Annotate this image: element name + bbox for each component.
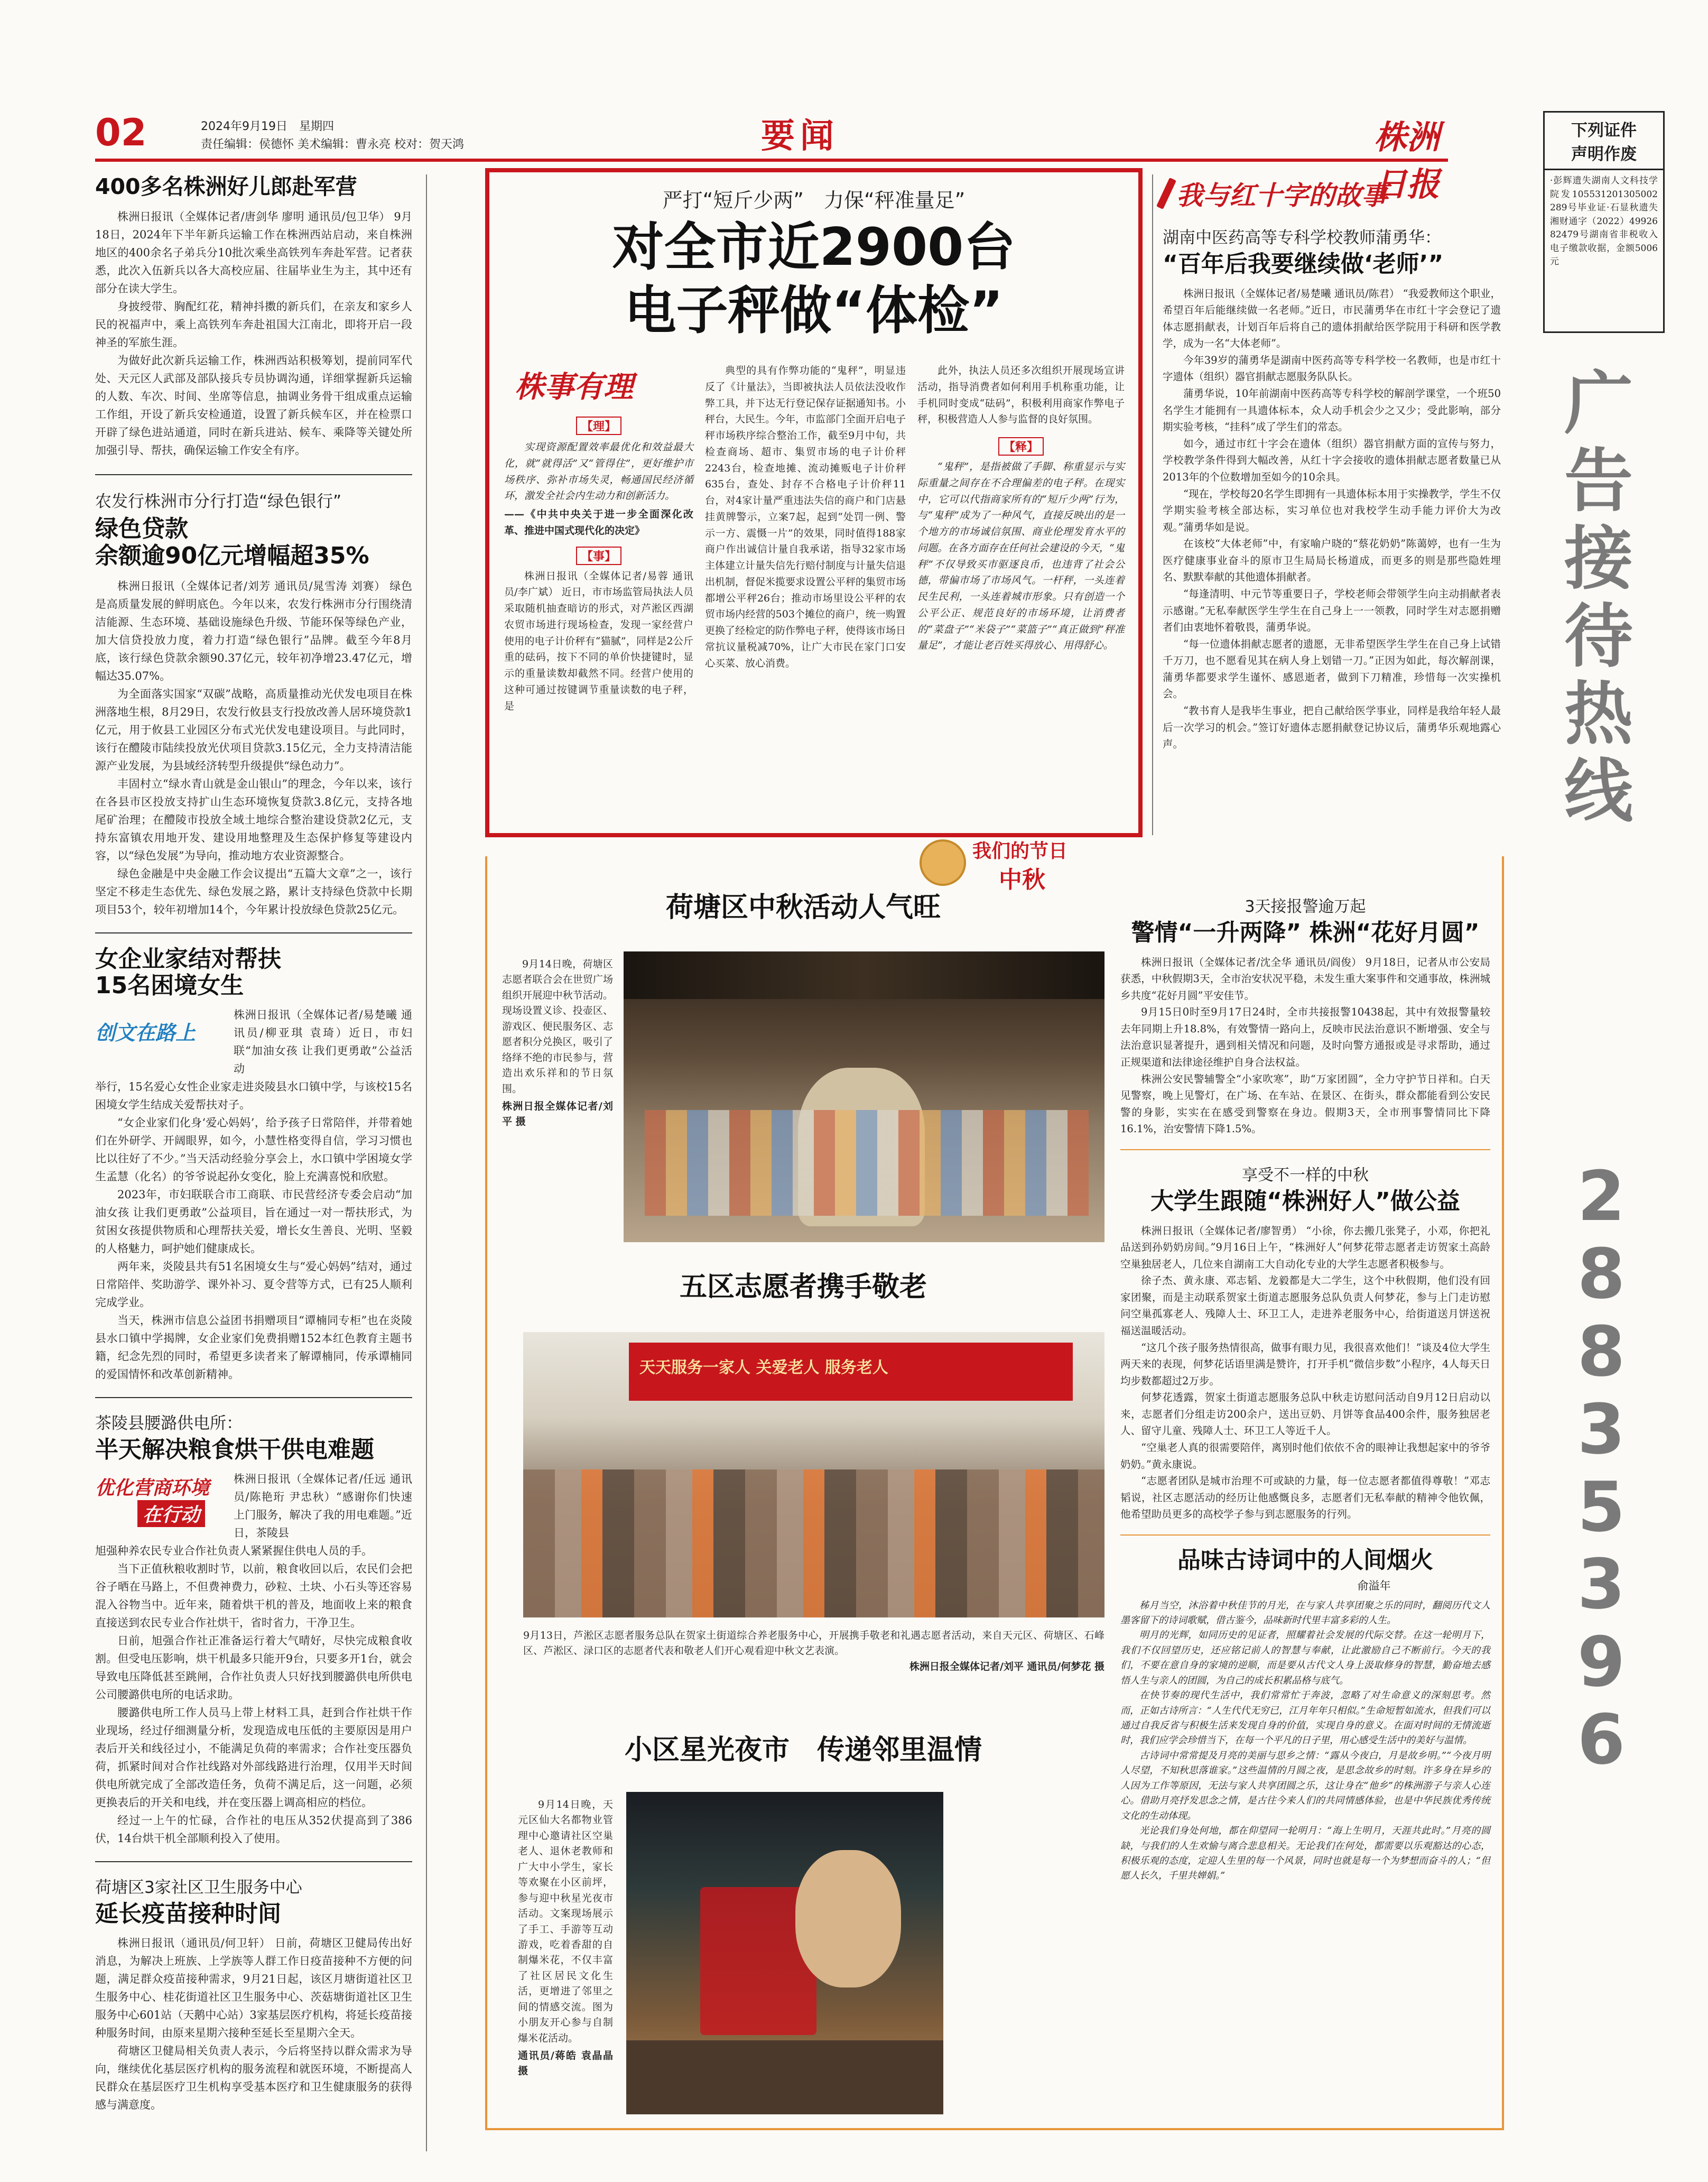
paragraph: 当天，株洲市信息公益团书捐赠项目“谭楠同专柜”也在炎陵县水口镇中学揭牌，女企业家们免费捐赠152本红色教育主题书籍，纪念先烈的同时，希望更多读者来了解谭楠同，传承谭楠同的爱国情怀和改革创新精神。 bbox=[95, 1314, 412, 1381]
divider bbox=[1120, 1534, 1490, 1536]
redcross-logo bbox=[1163, 174, 1501, 212]
festival-header bbox=[920, 829, 1099, 892]
paragraph: “每逢清明、中元节等重要日子，学校老师会带领学生向主动捐献者表示感谢。”无私奉献医学生学生在自己身上一一领教，同时学生对志愿捐赠者们由衷地怀着敬畏，蒲勇华说。 bbox=[1163, 588, 1501, 634]
photo-credit: 株洲日报全媒体记者/刘平 摄 bbox=[502, 1100, 613, 1128]
paragraph: 腰潞供电所工作人员马上带上材料工具，赶到合作社烘干作业现场，经过仔细测量分析，发现造成电压低的主要原因是用户表后开关和线径过小，不能满足负荷的率需求；合作社变压器负荷，抓紧时间对合作社线路对外部线路进行治理，仅用半天时间供电所就完成了全部改造任务，负荷不满足后，这一问题，必须更换表后的开关和电线，并在变压器上调高相应的档位。 bbox=[95, 1706, 412, 1809]
photo-credit: 株洲日报全媒体记者/刘平 通讯员/何梦花 摄 bbox=[909, 1660, 1104, 1672]
article-body bbox=[95, 1542, 412, 1847]
paragraph: “现在，学校每20名学生即拥有一具遗体标本用于实操教学，学生不仅学期实验考核全部达标，实习单位也对我校学生动手能力评价大为改观。”蒲勇华如是说。 bbox=[1163, 487, 1501, 533]
photo-story-1-caption bbox=[502, 957, 613, 1130]
caption-text: 9月13日，芦淞区志愿者服务总队在贺家土街道综合养老服务中心，开展携手敬老和礼遇志愿者活动，来自天元区、荷塘区、石峰区、芦淞区、渌口区的志愿者代表和敬老人们开心观看迎中秋文艺表演。 bbox=[523, 1630, 1104, 1657]
paragraph: 丰固村立“绿水青山就是金山银山”的理念，今年以来，该行在各县市区投放支持扩山生态环境恢复贷款3.8亿元，支持各地尾矿治理；在醴陵市投放全域土地综合整治建设贷款2亿元，支持东富镇农用地开发、建设用地整理及生态保护修复等建设内容，以“绿色发展”为导向，推动地方农业资源整合。 bbox=[95, 777, 412, 862]
paragraph: 如今，通过市红十字会在遗体（组织）器官捐献方面的宣传与努力，学校教学条件得到大幅改善，从红十字会接收的遗体捐献志愿者数量已从2013年的个位数增加至如今的10余具。 bbox=[1163, 437, 1501, 483]
notice-header bbox=[1545, 113, 1663, 170]
headline: 大学生跟随“株洲好人”做公益 bbox=[1150, 1187, 1460, 1215]
reason-tag: 【理】 bbox=[576, 417, 621, 435]
photo-night-market bbox=[626, 1792, 943, 2114]
article-body bbox=[1163, 285, 1501, 753]
caption-text: 9月14日晚，天元区仙大名都物业管理中心邀请社区空巢老人、退休老教师和广大中小学生，家长等欢聚在小区前坪，参与迎中秋星光夜市活动。文案现场展示了手工、手游等互动游戏，吃着香甜的自制爆米花，不仅丰富了社区居民文化生活，更增进了邻里之间的情感交流。图为小朋友开心参与自制爆米花活动。 bbox=[518, 1799, 613, 2044]
reason-source: ——《中共中央关于进一步全面深化改革、推进中国式现代化的决定》 bbox=[504, 508, 693, 537]
byline: 株洲日报讯（全媒体记者/易楚曦 通讯员/柳亚琪 袁琦）近日，市妇联“加油女孩 让我们更勇敢”公益活动 bbox=[234, 1009, 412, 1076]
logo-line-2: 在行动 bbox=[137, 1500, 205, 1527]
divider bbox=[95, 1397, 412, 1398]
photo-story-2-caption bbox=[523, 1628, 1104, 1675]
notice-body: ·彭辉遗失湖南人文科技学院发105531201305002289号毕业证·石显秋遗失湘财通字（2022）4992682479号湖南省非税收入电子缴款收据，金额5006元 bbox=[1550, 175, 1658, 267]
lead-col-3-text: 此外，执法人员还多次组织开展现场宣讲活动，指导消费者如何利用手机称重功能，让手机同时变成“砝码”，积极利用商家作弊电子秤，积极营造人人参与监督的良好氛围。 bbox=[917, 365, 1125, 426]
article-body bbox=[95, 208, 412, 459]
caption-text: 9月14日晚，荷塘区志愿者联合会在世贸广场组织开展迎中秋节活动。现场设置义诊、投壶区、游戏区、便民服务区、志愿者积分兑换区，吸引了络绎不绝的市民参与，营造出欢乐祥和的节日氛围。 bbox=[502, 958, 613, 1095]
fact-text: 株洲日报讯（全媒体记者/易蓉 通讯员/李广斌） 近日，市市场监管局执法人员采取随机抽查暗访的形式，对芦淞区西湖农贸市场进行现场检查，发现一家经营户使用的电子计价秤有“猫腻”，同样是2公斤重的砝码，按下不同的单价快捷键时，显示的重量读数却截然不同。经营户使用的这种可通过按键调节重量读数的电子秤，是 bbox=[504, 570, 693, 712]
editors-line: 责任编辑：侯德怀 美术编辑：曹永亮 校对：贺天鸿 bbox=[201, 138, 464, 151]
ad-hotline-label: 广告接待热线 bbox=[1564, 363, 1633, 832]
paragraph: 何梦花透露，贺家土街道志愿服务总队中秋走访慰问活动自9月12日启动以来，志愿者们分组走访200余户，送出豆奶、月饼等食品400余件，服务独居老人、留守儿童、残障人士、环卫工人等近千人。 bbox=[1120, 1391, 1490, 1437]
paragraph: 株洲日报讯（全媒体记者/刘芳 通讯员/晁雪涛 刘赛） 绿色是高质量发展的鲜明底色。今年以来，农发行株洲市分行围绕清洁能源、生态环境、基础设施绿色升级、节能环保等绿色产业，加大信贷投放力度，着力打造“绿色银行”品牌。截至今年8月底，该行绿色贷款余额90.37亿元，较年初净增23.47亿元，增幅达35.07%。 bbox=[95, 579, 412, 682]
column-rule bbox=[1152, 174, 1153, 835]
paragraph: “志愿者团队是城市治理不可或缺的力量，每一位志愿者都值得尊敬！”邓志韬说，社区志愿活动的经历让他感慨良多，志愿者们无私奉献的精神令他钦佩，他希望助员更多的高校学子参与到志愿服务的行列。 bbox=[1120, 1475, 1490, 1521]
paragraph: 两年来，炎陵县共有51名困境女生与“爱心妈妈”结对，通过日常陪伴、奖助游学、课外补习、夏令营等方式，已有25人顺利完成学业。 bbox=[95, 1260, 412, 1309]
paragraph: 身披绶带、胸配红花，精神抖擞的新兵们，在亲友和家乡人民的祝福声中，乘上高铁列车奔赴祖国大江南北，即将开启一段神圣的军旅生涯。 bbox=[95, 300, 412, 349]
divider bbox=[95, 474, 412, 475]
festival-line-2: 中秋 bbox=[999, 866, 1045, 893]
article-recruits bbox=[95, 174, 412, 459]
headline-line-1: 绿色贷款 bbox=[95, 515, 188, 543]
banner-text: 天天服务一家人 关爱老人 服务老人 bbox=[639, 1358, 888, 1377]
divider bbox=[1120, 1149, 1490, 1150]
headline: 品味古诗词中的人间烟火 bbox=[1177, 1546, 1433, 1574]
divider bbox=[95, 932, 412, 933]
article-poetry bbox=[1120, 1547, 1490, 1884]
paragraph: 荷塘区卫健局相关负责人表示，今后将坚持以群众需求为导向，继续优化基层医疗机构的服务流程和就医环境，不断提高人民群众在基层医疗卫生机构享受基本医疗和卫生健康服务的获得感与满意度。 bbox=[95, 2044, 412, 2112]
article-body bbox=[1120, 1598, 1490, 1884]
kicker: 农发行株洲市分行打造“绿色银行” bbox=[95, 492, 342, 512]
paragraph: 株洲日报讯（全媒体记者/廖智勇） “小徐，你去搬几张凳子，小邓，你把礼品送到孙奶奶房间。”9月16日上午，“株洲好人”何梦花带志愿者走访贺家土高龄空巢独居老人，几位来自湖南工大自动化专业的大学生志愿者积极参与。 bbox=[1120, 1224, 1490, 1270]
kicker: 荷塘区3家社区卫生服务中心 bbox=[95, 1878, 302, 1898]
column-logo: 株事有理 bbox=[515, 369, 633, 404]
photo-story-1-title: 荷塘区中秋活动人气旺 bbox=[665, 892, 941, 923]
kicker: 湖南中医药高等专科学校教师蒲勇华： bbox=[1163, 228, 1441, 247]
lead-headline-line-1: 对全市近2900台 bbox=[612, 217, 1016, 278]
festival-line-1: 我们的节日 bbox=[972, 840, 1068, 862]
paragraph: 在该校“大体老师”中，有家喻户晓的“蔡花奶奶”陈蔼婷，也有一生为医疗健康事业奋斗的原市卫生局局长杨道成，而更多的则是那些隐姓埋名、默默奉献的其他遗体捐献者。 bbox=[1163, 538, 1501, 584]
logo-text: 我与红十字的故事 bbox=[1176, 180, 1388, 211]
lead-kicker: 严打“短斤少两” 力保“秤准量足” bbox=[662, 189, 966, 212]
paragraph: 今年39岁的蒲勇华是湖南中医药高等专科学校一名教师，也是市红十字遗体（组织）器官捐献志愿服务队队长。 bbox=[1163, 354, 1501, 383]
lead-col-2: 典型的具有作弊功能的“鬼秤”，明显违反了《计量法》，当即被执法人员依法没收作弊工具，并下达无行登记保存证据通知书。小秤台，大民生。今年，市监部门全面开启电子秤市场秩序综合整治工作，截至9月中旬，共检查商场、超市、集贸市场的电子计价秤2243台，检查地摊、流动摊贩电子计价秤635台，查处、封存不合格电子计价秤11台，对4家计量严重违法失信的商户和门店悬挂黄牌警示，立案7起，起到“处罚一例、警示一方、震慑一片”的效果，同时值得188家商户作出诚信计量自我承诺，指导32家市场主体建立计量失信先行赔付制度与计量失信退出机制，督促米揽要求设置公平秤的集贸市场都增公平秤26台；推动市场里设公平秤的农贸市场内经营的503个摊位的商户，统一购置更换了经检定的防作弊电子秤，使得该市场日常抗议量税减70%，让广大市民在家门口安心买菜、放心消费。 bbox=[705, 365, 906, 669]
pen-icon bbox=[1156, 178, 1176, 209]
notice-box bbox=[1543, 111, 1665, 333]
headline: 400多名株洲好儿郎赴军营 bbox=[95, 174, 357, 199]
column-rule bbox=[426, 174, 427, 2151]
paragraph: 古诗词中常常提及月亮的美丽与思乡之情：“露从今夜白，月是故乡明。”“今夜月明人尽望，不知秋思落谁家。”这些温情的月圆之夜，是思念故乡的时刻。许多身在异乡的人因为工作等原因，无法与家人共享团圆之乐，这让身在“他乡”的株洲游子与亲人心连心。借助月亮抒发思念之情，是古往今来人们的共同情感体验，也是中华民族优秀传统文化的生动体现。 bbox=[1120, 1750, 1490, 1822]
article-body bbox=[95, 1078, 412, 1383]
headline: 延长疫苗接种时间 bbox=[95, 1900, 281, 1928]
paragraph: 旭强种养农民专业合作社负责人紧紧握住供电人员的手。 bbox=[95, 1545, 373, 1558]
photo-mid-autumn-crowd bbox=[624, 951, 1104, 1242]
paragraph: 绿色金融是中央金融工作会议提出“五篇大文章”之一，该行坚定不移走生态优先、绿色发展之路，累计支持绿色贷款中长期项目53个，较年初增加14个，今年累计投放绿色贷款25亿元。 bbox=[95, 867, 412, 916]
ad-hotline-number: 28835396 bbox=[1577, 1156, 1626, 1780]
paragraph: 2023年，市妇联联合市工商联、市民营经济专委会启动“加油女孩 让我们更勇敢”公益项目，旨在通过一对一帮扶形式，为贫困女孩提供物质和心理帮扶关爱，增长女生善良、光明、坚毅的人格魅力，呵护她们健康成长。 bbox=[95, 1188, 412, 1255]
paragraph: “教书育人是我毕生事业，把自己献给医学事业，同样是我给年轻人最后一次学习的机会。”签订好遗体志愿捐献登记协议后，蒲勇华乐观地露心声。 bbox=[1163, 705, 1501, 751]
paragraph: 明月的光辉，如同历史的见证者，照耀着社会发展的代际交替。在这一轮明月下，我们不仅回望历史，还应铭记前人的智慧与奉献，让此激励自己不断前行。今天的我们，不要在意自身的家境的逆顺，而是要从古代文人身上汲取修身的智慧，勤奋地去感悟人生与亲人的团圆，为自己的成长积累品格与底气。 bbox=[1120, 1630, 1490, 1686]
paragraph: 蒲勇华说，10年前湖南中医药高等专科学校的解剖学课堂，一个班50名学生才能拥有一具遗体标本，众人动手机会少之又少；受此影响，部分期实验考核，“挂科”成了学生们的常态。 bbox=[1163, 387, 1501, 433]
author: 俞溢年 bbox=[1357, 1579, 1391, 1592]
masthead-rule bbox=[95, 159, 1448, 162]
paragraph: 当下正值秋粮收割时节，以前，粮食收回以后，农民们会把谷子晒在马路上，不但费神费力，砂粒、土块、小石头等还容易混入谷物当中。近年来，随着烘干机的普及，地面收上来的粮食直接送到农民专业合作社烘干，省时省力，干净卫生。 bbox=[95, 1562, 412, 1630]
lead-col-3 bbox=[917, 363, 1125, 654]
headline: “百年后我要继续做‘老师’” bbox=[1163, 251, 1444, 278]
photo-story-2-title: 五区志愿者携手敬老 bbox=[679, 1271, 927, 1303]
article-grain-drying bbox=[95, 1410, 412, 1847]
paragraph: 日前，旭强合作社正准备运行着大气晴好，尽快完成粮食收割。但受电压影响，烘干机最多只能开9台，只要多开1台，就会导致电压降低甚至跳闸，合作社负责人只好找到腰潞供电所供电公司腰潞供电所的电话求助。 bbox=[95, 1634, 412, 1702]
kicker: 3天接报警逾万起 bbox=[1245, 898, 1366, 916]
headline-line-2: 15名困境女生 bbox=[95, 972, 244, 1000]
business-environment-logo bbox=[95, 1470, 227, 1542]
notice-title-line-2: 声明作废 bbox=[1571, 145, 1637, 164]
lead-story-box bbox=[485, 168, 1143, 837]
article-green-loans bbox=[95, 488, 412, 918]
paragraph: 举行，15名爱心女性企业家走进炎陵县水口镇中学，与该校15名困境女学生结成关爱帮扶对子。 bbox=[95, 1080, 412, 1112]
article-vaccination-hours bbox=[95, 1874, 412, 2114]
paragraph: 经过一上午的忙碌，合作社的电压从352伏提高到了386伏，14台烘干机全部顺利投入了使用。 bbox=[95, 1814, 412, 1845]
section-title: 要闻 bbox=[761, 117, 839, 156]
headline-line-1: 女企业家结对帮扶 bbox=[95, 945, 281, 973]
photo-elderly-care bbox=[523, 1332, 1104, 1617]
notice-title-line-1: 下列证件 bbox=[1571, 121, 1637, 140]
explain-tag: 【释】 bbox=[998, 437, 1044, 456]
headline: 警情“一升两降” 株洲“花好月圆” bbox=[1131, 919, 1480, 946]
photo-story-3-caption bbox=[518, 1797, 613, 2079]
divider bbox=[95, 1861, 412, 1862]
article-police bbox=[1120, 893, 1490, 1138]
kicker: 享受不一样的中秋 bbox=[1242, 1166, 1369, 1185]
fact-tag: 【事】 bbox=[576, 547, 621, 565]
article-women-entrepreneurs bbox=[95, 946, 412, 1384]
paragraph: “每一位遗体捐献志愿者的遗愿，无非希望医学生学生在自己身上试错千万刀，也不愿看见其在病人身上划错一刀。”正因为如此，每次解剖课，蒲勇华都要求学生谨怀、感恩逝者，做到下刀精准，珍惜每一次实操机会。 bbox=[1163, 637, 1501, 700]
article-body bbox=[1120, 1223, 1490, 1523]
paragraph: 在快节奏的现代生活中，我们常常忙于奔波，忽略了对生命意义的深刻思考。然而，正如古诗所言：“人生代代无穷已，江月年年只相似。”生命短暂如流水，但我们可以通过自我反省与积极生活来发现自身的价值，实现自身的意义。在面对时间的无情流逝时，我们应学会珍惜当下，在每一个平凡的日子里，用心感受生活中的美好与温情。 bbox=[1120, 1690, 1490, 1746]
paragraph: 株洲日报讯（全媒体记者/沈全华 通讯员/阎俊） 9月18日，记者从市公安局获悉，中秋假期3天，全市治安状况平稳，未发生重大案事件和交通事故，株洲城乡共度“花好月圆”平安佳节。 bbox=[1120, 956, 1490, 1002]
paragraph: 株洲日报讯（全媒体记者/易楚曦 通讯员/陈君） “我爱教师这个职业，希望百年后能继续做一名老师。”近日，市民蒲勇华在市红十字会登记了遗体志愿捐献表，计划百年后将自己的遗体捐献给医学院用于科研和医学教学，成为一名“大体老师”。 bbox=[1163, 287, 1501, 350]
article-body bbox=[95, 1934, 412, 2114]
paragraph: 株洲公安民警辅警全“小家吹寒”，助“万家团圆”，全力守护节日祥和。白天见警察，晚上见警灯，在广场、在车站、在景区、在街头，群众都能看到公安民警的身影，实实在在感受到警察在身边。假期3天，全市刑事警情同比下降16.1%，治安警情下降1.5%。 bbox=[1120, 1072, 1490, 1135]
explain-text: “鬼秤”，是指被做了手脚、称重显示与实际重量之间存在不合理偏差的电子秤。在现实中，它可以代指商家所有的“短斤少两”行为，与“鬼秤”成为了一种风气，直接反映出的是一个地方的市场诚信氛围、商业伦理发育水平的问题。在各方面存在任何社会建设的今天，“鬼秤”不仅导致买市驱逐良币，也违背了社会公德，带偏市场了市场风气。一杆秤，一头连着民生民利，一头连着城市形象。只有创造一个公平公正、规范良好的市场环境，让消费者的“菜盘子”“米袋子”“菜篮子”“真正做到”秤准量足”，才能让老百姓买得放心、用得舒心。 bbox=[917, 461, 1125, 652]
paragraph: 徐子杰、黄永康、邓志韬、龙毅都是大二学生，这个中秋假期，他们没有回家团聚，而是主动联系贺家土街道志愿服务总队负责人何梦花，参与上门走访慰问空巢孤寡老人、残障人士、环卫工人，走进养老服务中心，给街道送月饼送祝福送温暖活动。 bbox=[1120, 1274, 1490, 1337]
headline-line-2: 余额逾90亿元增幅超35% bbox=[95, 542, 369, 569]
article-body bbox=[95, 577, 412, 919]
left-column bbox=[95, 174, 412, 2151]
paragraph: 光论我们身处何地，都在仰望同一轮明月：“海上生明月，天涯共此时。”月亮的圆缺，与我们的人生欢愉与离合悲息相关。无论我们在何处，都需要以乐观豁达的心态，积极乐观的态度，定迎人生里的每一个风景，同时也就是每一个为梦想而奋斗的人；“但愿人长久，千里共婵娟。” bbox=[1120, 1825, 1490, 1882]
paragraph: “空巢老人真的很需要陪伴，离别时他们依依不舍的眼神让我想起家中的爷爷奶奶。”黄永康说。 bbox=[1120, 1441, 1490, 1471]
paragraph: “这几个孩子服务热情很高，做事有眼力见，我很喜欢他们！”谈及4位大学生两天来的表现，何梦花话语里满是赞许，打开手机“微信步数”小程序，4人每天日均步数都超过2万步。 bbox=[1120, 1341, 1490, 1387]
redcross-story bbox=[1163, 174, 1501, 835]
photo-story-3-title: 小区星光夜市 传递邻里温情 bbox=[624, 1734, 982, 1766]
paragraph: 秭月当空，沐浴着中秋佳节的月光，在与家人共享团聚之乐的同时，翻阅历代文人墨客留下的诗词歌赋，借古鉴今，品味新时代里丰富多彩的人生。 bbox=[1120, 1599, 1490, 1626]
paragraph: “女企业家们化身‘爱心妈妈’，给予孩子日常陪伴，并带着她们在外研学、开阔眼界，如今，小慧性格变得自信，学习习惯也比以往好了不少。”当天活动经验分享会上，水口镇中学困境女学生孟慧（化名）的爷爷说起孙女变化，脸上充满喜悦和欣慰。 bbox=[95, 1116, 412, 1184]
paragraph: 为全面落实国家“双碳”战略，高质量推动光伏发电项目在株洲落地生根，8月29日，农发行攸县支行投放改善人居环境贷款1亿元，用于攸县工业园区分布式光伏发电建设项目。与此同时，该行在醴陵市陆续投放光伏项目贷款3.15亿元，全力支持清洁能源产业发展，为县域经济转型升级提供“绿色动力”。 bbox=[95, 687, 412, 772]
paragraph: 9月15日0时至9月17日24时，全市共接报警10438起，其中有效报警量较去年同期上升18.8%，有效警情一路向上，反映市民法治意识不断增强、安全与法治意识显著提升，遇到相关情况和问题，及时向警方通报或是寻求帮助，通过正规渠道和法律途径维护自身合法权益。 bbox=[1120, 1006, 1490, 1069]
civilization-logo: 创文在路上 bbox=[95, 1021, 196, 1045]
article-volunteers bbox=[1120, 1162, 1490, 1523]
photo-credit: 通讯员/蒋皓 袁晶晶 摄 bbox=[518, 2050, 613, 2077]
paper-name-logo: 株洲日报 bbox=[1374, 118, 1440, 204]
byline: 株洲日报讯（全媒体记者/任远 通讯员/陈艳珩 尹忠秋）“感谢你们快速上门服务，解决了我的用电难题。”近日，茶陵县 bbox=[234, 1472, 412, 1539]
lead-col-1 bbox=[504, 358, 693, 818]
page-number: 02 bbox=[95, 111, 147, 154]
mooncake-icon bbox=[920, 839, 966, 886]
logo-line-1: 优化营商环境 bbox=[95, 1477, 210, 1499]
festival-right-column bbox=[1120, 893, 1490, 2125]
headline: 半天解决粮食烘干供电难题 bbox=[95, 1436, 374, 1464]
paragraph: 为做好此次新兵运输工作，株洲西站积极筹划，提前同军代处、天元区人武部及部队接兵专员协调沟通，详细掌握新兵运输的人数、车次、时间、坐席等信息，抽调业务骨干组成重点运输工作组，开设了新兵安检通道，设置了新兵候车区，并在检票口开辟了绿色进站通道，同时在新兵进站、候车、乘降等关键处所加强引导、帮扶，确保运输工作安全有序。 bbox=[95, 354, 412, 457]
reason-text: 实现资源配置效率最优化和效益最大化，就“就得活”又“管得住”，更好维护市场秩序、弥补市场失灵，畅通国民经济循环，激发全社会内生动力和创新活力。 bbox=[504, 441, 693, 502]
paragraph: 株洲日报讯（通讯员/何卫轩） 日前，荷塘区卫健局传出好消息，为解决上班族、上学族等人群工作日疫苗接种不方便的问题，满足群众疫苗接种需求，9月21日起，该区月塘街道社区卫生服务中心、桂花街道社区卫生服务中心、茨菇塘街道社区卫生服务中心601站（天鹅中心站）3家基层医疗机构，将延长疫苗接种服务时间，由原来星期六接种至延长至星期六全天。 bbox=[95, 1936, 412, 2039]
kicker: 茶陵县腰潞供电所： bbox=[95, 1414, 243, 1434]
lead-headline-line-2: 电子秤做“体检” bbox=[624, 281, 1004, 341]
article-body bbox=[1120, 954, 1490, 1138]
issue-date: 2024年9月19日 星期四 bbox=[201, 120, 334, 133]
paragraph: 株洲日报讯（全媒体记者/唐剑华 廖明 通讯员/包卫华） 9月18日，2024年下半年新兵运输工作在株洲西站启动，来自株洲地区的400余名子弟兵分10批次乘坐高铁列车奔赴军营。记者获悉，此次入伍新兵以各大高校应届、往届毕业生为主，其中还有部分在读大学生。 bbox=[95, 210, 412, 295]
